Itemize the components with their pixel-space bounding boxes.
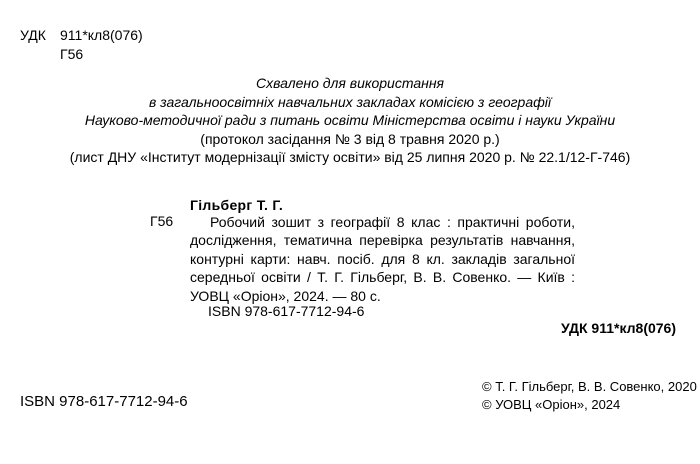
footer-isbn: ISBN 978-617-7712-94-6 — [20, 393, 188, 410]
bbk-code-top: Г56 — [60, 46, 84, 62]
catalog-isbn: ISBN 978-617-7712-94-6 — [208, 303, 365, 319]
copyright-authors: © Т. Г. Гільберг, В. В. Совенко, 2020 — [482, 379, 697, 394]
approval-line-1: Схвалено для використання — [255, 75, 445, 91]
approval-block — [20, 74, 680, 167]
udc-code: 911*кл8(076) — [60, 27, 143, 43]
udc-label: УДК — [20, 27, 46, 43]
copyright-publisher: © УОВЦ «Оріон», 2024 — [482, 397, 621, 412]
udc-header — [20, 27, 143, 44]
approval-line-5: (лист ДНУ «Інститут модернізації змісту освіти» від 25 липня 2020 р. № 22.1/12-Г-746) — [69, 149, 631, 165]
catalog-udc: УДК 911*кл8(076) — [561, 320, 676, 336]
catalog-code: Г56 — [150, 213, 174, 229]
catalog-description: Робочий зошит з географії 8 клас : практичні роботи, дослідження, тематична перевірка результатів навчання, контурні карти: навч. посіб. для 8 кл. закладів загальної середньої освіти / Т. Г. Гільберг, В. В. Совенко. — Київ : УОВЦ «Оріон», 2024. — 80 с. — [190, 214, 575, 304]
approval-line-3: Науково-методичної ради з питань освіти Міністерства освіти і науки України — [84, 112, 616, 128]
approval-line-4: (протокол засідання № 3 від 8 травня 2020 р.) — [200, 130, 500, 147]
approval-line-2: в загальноосвітніх навчальних закладах комісією з географії — [148, 93, 552, 110]
catalog-author: Гільберг Т. Г. — [190, 197, 284, 213]
